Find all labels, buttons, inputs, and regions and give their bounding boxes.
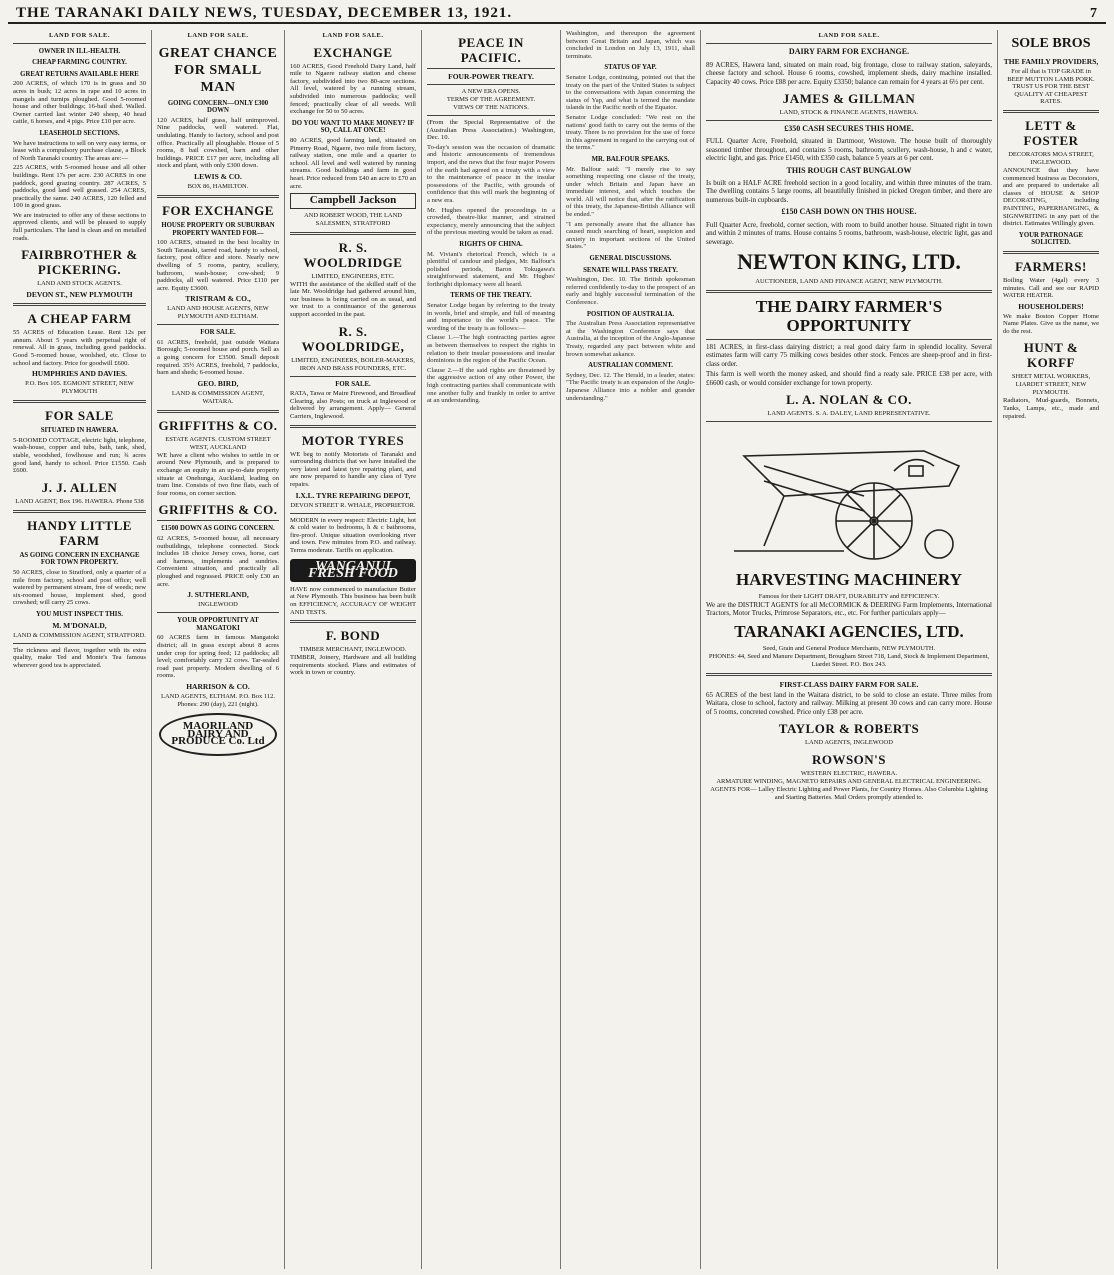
ad-body: AGENTS FOR— Lalley Electric Lighting and Power Plants, for Country Homes. Also Columbia Lighting and Starting Batteries. Mail Orders promptly attended to. bbox=[710, 785, 988, 801]
column-7 bbox=[998, 30, 1104, 1269]
agent-desc: LAND AGENTS, INGLEWOOD bbox=[805, 738, 893, 746]
ad-body: 50 ACRES, close to Stratford, only a quarter of a mile from factory, school and post office; well watered by permanent stream, free of weeds; new six-roomed house, implement shed, good cowshed; will carry 25 cows. bbox=[13, 568, 146, 607]
ad-subtitle: AS GOING CONCERN IN EXCHANGE FOR TOWN PROPERTY. bbox=[19, 551, 140, 567]
ad-title: £150 CASH DOWN ON THIS HOUSE. bbox=[781, 207, 917, 217]
article-text: Senator Lodge, continuing, pointed out that the treaty on the part of the United States is subject to the conversations with Japan concerning the status of Yap, and what is termed the mandate islands in the Pacific north of the Equator. bbox=[566, 73, 695, 112]
ad-title: THE DAIRY FARMER'S OPPORTUNITY bbox=[755, 296, 943, 335]
agent-name: J. J. ALLEN bbox=[41, 479, 118, 495]
agent-contact: PHONES: 44, Seed and Manure Department, Brougham Street 718, Land, Stock & Implement Department, Liardet Street. P.O. Box 243. bbox=[708, 652, 990, 668]
ad-body: 65 ACRES of the best land in the Waitara district, to be sold to close an estate. Three miles from Waitara, close to school, factory and railway. Milking at present 30 cows and can carry more. House of 5 rooms, concreted cowshed. Price only £38 per acre. bbox=[706, 690, 992, 716]
agent-desc: TIMBER MERCHANT, INGLEWOOD. bbox=[299, 646, 407, 654]
article-subhead: TERMS OF THE AGREEMENT. bbox=[446, 96, 536, 103]
agent-name: R. S. WOOLDRIDGE, bbox=[301, 323, 405, 354]
section-heading: LAND FOR SALE. bbox=[49, 32, 110, 39]
column-5 bbox=[561, 30, 701, 1269]
ad-subtitle: SITUATED IN HAWERA. bbox=[40, 427, 119, 435]
ad-subtitle: CHEAP FARMING COUNTRY. bbox=[32, 59, 127, 67]
article-text: Clause 2.—If the said rights are threatened by the aggressive action of any other Power, the high contracting parties shall communicate with one another fully and frankly in order to arrive at an understanding. bbox=[427, 366, 555, 405]
agent-desc: LAND AGENTS. S. A. DALEY, LAND REPRESENTATIVE. bbox=[767, 409, 931, 417]
agent-desc: DECORATORS MOA STREET, INGLEWOOD. bbox=[1008, 150, 1094, 166]
ad-body: Is built on a HALF ACRE freehold section in a good locality, and within three minutes of the tram. The dwelling contains 5 large rooms, all beautifully finished in picked Oregon timber, and there are numerous built-in cupboards. bbox=[706, 179, 992, 204]
column-6 bbox=[701, 30, 998, 1269]
ad-subtitle: GOING CONCERN—ONLY £300 DOWN bbox=[167, 99, 269, 115]
agent-name: J. SUTHERLAND, bbox=[187, 590, 249, 600]
newton-king-logo: NEWTON KING, LTD. bbox=[737, 248, 961, 274]
agent-name: GEO. BIRD, bbox=[197, 378, 239, 388]
ad-title: A CHEAP FARM bbox=[27, 311, 132, 327]
ad-body: We are the DISTRICT AGENTS for all McCORMICK & DEERING Farm Implements, International Tractors, Motor Trucks, Primrose Separators, etc., etc. For further particulars apply— bbox=[706, 600, 992, 618]
agent-name: HUMPHRIES AND DAVIES. bbox=[31, 369, 128, 379]
ad-title: DAIRY FARM FOR EXCHANGE. bbox=[788, 47, 910, 57]
ad-body: Boiling Water (4gal) every 3 minutes. Call and see our RAPID WATER HEATER. bbox=[1003, 276, 1099, 300]
section-heading: LAND FOR SALE. bbox=[187, 32, 249, 39]
ad-title: FIRST-CLASS DAIRY FARM FOR SALE. bbox=[779, 679, 919, 689]
ad-body: 89 ACRES, Hawera land, situated on main road, big frontage, close to railway station, saleyards, cheese factory and school. House 6 rooms, cowshed, implement sheds, dairy machine installed. Capacity 40 cows. Price £88 per acre. Equity £3350; balance can remain for 4 years at 6½ per cent. bbox=[706, 60, 992, 86]
harvester-illustration bbox=[724, 426, 974, 566]
agent-desc: THE FAMILY PROVIDERS, bbox=[1003, 57, 1099, 66]
ad-title: FOR SALE bbox=[45, 408, 114, 424]
article-text: (From the Special Representative of the (Australian Press Association.) Washington, Dec. 10. bbox=[427, 119, 555, 142]
section-heading: LAND FOR SALE. bbox=[818, 32, 880, 39]
agent-desc: ESTATE AGENTS. CUSTOM STREET WEST, AUCKLAND bbox=[165, 435, 271, 451]
ad-title: DO YOU WANT TO MAKE MONEY? IF SO, CALL AT ONCE! bbox=[291, 119, 415, 135]
ad-body: ARMATURE WINDING, MAGNETO REPAIRS AND GENERAL ELECTRICAL ENGINEERING. bbox=[716, 777, 982, 785]
agent-name: FAIRBROTHER & PICKERING. bbox=[21, 247, 138, 278]
ad-body: 225 ACRES, with 5-roomed house and all other buildings. Rent 17s per acre. 230 ACRES in one paddock, good grazing country. 287 ACRES, 5 paddocks, good land well grassed. 254 ACRES, practically the same. 240 ACRES, 120 felled and 100 in good grass. bbox=[13, 164, 146, 210]
ad-body: WITH the assistance of the skilled staff of the late Mr. Wooldridge had gathered around him, our business is being carried on as usual, and we trust to a continuance of the generous support accorded in the past. bbox=[290, 280, 416, 319]
agent-name: LETT & FOSTER bbox=[1023, 117, 1079, 148]
ad-body: ANNOUNCE that they have commenced business as Decorators, and are prepared to undertake all classes of HOUSE & SHOP DECORATING, including PAINTING, PAPERHANGING, & SIGNWRITING in any part of the district. Estimates Willingly given. bbox=[1003, 166, 1099, 228]
ad-title: YOU MUST INSPECT THIS. bbox=[36, 610, 123, 618]
article-subhead: MR. BALFOUR SPEAKS. bbox=[591, 155, 670, 163]
article-text: Washington, and thereupon the agreement between Great Britain and Japan, which was concluded in London on July 13, 1911, shall terminate. bbox=[566, 30, 695, 60]
agent-name: M. M'DONALD, bbox=[52, 620, 107, 630]
article-subhead: TERMS OF THE TREATY. bbox=[450, 292, 532, 300]
ad-body: RATA, Tawa or Maire Firewood, and Broadleaf Clearing, also Posts; on truck at Inglewood or delivered by arrangement. Apply— General Carriers, Inglewood. bbox=[290, 390, 416, 421]
section-heading: LAND FOR SALE. bbox=[322, 32, 384, 39]
ad-body: 181 ACRES, in first-class dairying district; a real good dairy farm in splendid locality. Several estimates farm will carry 75 milking cows besides other stock. Fences are sheep-proof and in first-class order. bbox=[706, 342, 992, 368]
agent-address: INGLEWOOD bbox=[198, 601, 238, 609]
ad-title: OWNER IN ILL-HEALTH. bbox=[38, 47, 121, 55]
ad-title: HANDY LITTLE FARM bbox=[27, 517, 132, 548]
ad-body: We have instructions to sell on very easy terms, or lease with a compulsory purchase clause, a Block of North Taranaki country. The areas are:— bbox=[13, 139, 146, 162]
ad-title: FOR EXCHANGE bbox=[162, 202, 274, 218]
article-subhead: SENATE WILL PASS TREATY. bbox=[583, 266, 678, 274]
article-text: To-day's session was the occasion of dramatic and historic announcements of tremendous import, and the news that the four major Powers of the earth had agreed on a treaty with a view to the maintenance of peace in the insular possessions of the Pacific, with grounds of confidence that this will mark the beginning of a new era. bbox=[427, 143, 555, 204]
article-text: M. Viviani's rhetorical French, which is a plentiful of candour and pledges, Mr. Balfour's polished periods, Baron Tokugawa's straightforward statement, and Mr. Hughes' forthright diplomacy were all heard. bbox=[427, 250, 555, 288]
agent-desc: LIMITED, ENGINEERS, ETC. bbox=[311, 272, 395, 280]
ad-title: FARMERS! bbox=[1015, 258, 1087, 274]
ad-title: HARVESTING MACHINERY bbox=[736, 569, 962, 589]
ad-subtitle: Famous for their LIGHT DRAFT, DURABILITY and EFFICIENCY. bbox=[758, 592, 940, 600]
agent-name: TAYLOR & ROBERTS bbox=[778, 720, 920, 736]
agent-desc: LAND AGENTS, ELTHAM. P.O. Box 112. Phones: 290 (day), 221 (night). bbox=[161, 692, 275, 708]
article-text: Mr. Balfour said: "I merely rise to say something respecting one clause of the treaty, under which Britain and Japan have an immediate interest, and which touches the world. All will notice that, after the ratification of this treaty, the Japanese-British Alliance will be ended." bbox=[566, 165, 695, 219]
ad-title: £350 CASH SECURES THIS HOME. bbox=[784, 124, 914, 134]
ad-body: 160 ACRES, Good Freehold Dairy Land, half mile to Ngaere railway station and cheese factory, subdivided into two 80-acre sections. All level, watered by a running stream, subdivided into numerous paddocks; well fenced; practically clear of all weeds. Will exchange for 50 to 50 acres. bbox=[290, 62, 416, 116]
article-subhead: STATUS OF YAP. bbox=[604, 64, 657, 72]
agent-name: HARRISON & CO. bbox=[186, 681, 250, 691]
agent-desc: AUCTIONEER, LAND AND FINANCE AGENT, NEW PLYMOUTH. bbox=[755, 277, 943, 285]
agent-name: HUNT & KORFF bbox=[1023, 340, 1079, 371]
ad-body: MODERN in every respect: Electric Light, hot & cold water to bedrooms, h & c bathrooms, fire-proof. Unique situation overlooking river and town. Few minutes from P.O. and railway. Terms moderate. Tariffs on application. bbox=[290, 516, 416, 554]
ad-body: Radiators, Mud-guards, Bonnets, Tanks, Lamps, etc., made and repaired. bbox=[1003, 397, 1099, 420]
article-text: Senator Lodge concluded: "We rest on the nations' good faith to carry out the terms of the treaty. There is no provision for the use of force in this agreement in regard to the carrying out of the terms." bbox=[566, 113, 695, 152]
ad-title: EXCHANGE bbox=[313, 44, 393, 60]
ad-body: 62 ACRES, 5-roomed house, all necessary outbuildings, telephone connected. Stock includes 18 choice Jersey cows, horse, cart and harness, implements and sundries. Convenient situation, and practically all ploughed and regrassed. PRICE only £30 an acre. bbox=[157, 535, 279, 588]
agent-name: JAMES & GILLMAN bbox=[782, 91, 916, 107]
page-number: 7 bbox=[1090, 6, 1098, 21]
article-subhead: VIEWS OF THE NATIONS. bbox=[453, 104, 529, 111]
ad-subtitle: HOUSE PROPERTY OR SUBURBAN PROPERTY WANTED FOR— bbox=[161, 221, 275, 237]
column-2 bbox=[152, 30, 285, 1269]
article-text: Sydney, Dec. 12. The Herald, in a leader, states: "The Pacific treaty is an expansion of the Anglo-Japanese Alliance into a nobler and grander understanding." bbox=[566, 371, 695, 402]
ad-body: Full Quarter Acre, freehold, corner section, with room to build another house. Situated right in town and within 2 minutes of trams. House contains 5 rooms, bathroom, wash-house, electric light, gas and sewerage. bbox=[706, 220, 992, 246]
agent-address: BOX 86, HAMILTON. bbox=[187, 182, 249, 190]
article-subhead: A NEW ERA OPENS. bbox=[461, 88, 521, 95]
agent-name: SOLE BROS bbox=[1011, 36, 1091, 51]
agent-desc: LAND, STOCK & FINANCE AGENTS, HAWERA. bbox=[779, 109, 919, 117]
ad-body: 80 ACRES, good farming land, situated on Pimerry Road, Ngaere, two mile from factory, railway station, one mile and a quarter to school. All level and well watered by running streams. Good buildings and farm in good heart. Price reduced from £40 an acre to £70 an acre. bbox=[290, 136, 416, 190]
ad-body: TIMBER, Joinery, Hardware and all building requirements stocked. Plans and estimates of work in town or country. bbox=[290, 654, 416, 677]
article-text: Washington, Dec. 10. The British spokesman referred confidently to-day to the prospect of an early and highly successful termination of the Conference. bbox=[566, 276, 695, 306]
ad-body: For all that is TOP GRADE in BEEF MUTTON LAMB PORK. TRUST US FOR THE BEST QUALITY AT CHEAPEST RATES. bbox=[1007, 68, 1095, 106]
article-headline: PEACE IN PACIFIC. bbox=[458, 35, 524, 65]
agent-name: F. BOND bbox=[325, 628, 381, 644]
agent-desc: LAND AND HOUSE AGENTS, NEW PLYMOUTH AND ELTHAM. bbox=[167, 305, 269, 321]
article-subhead: GENERAL DISCUSSIONS. bbox=[589, 255, 672, 263]
ad-title: MOTOR TYRES bbox=[301, 432, 405, 448]
ad-body: 120 ACRES, half grass, half unimproved. Nine paddocks, well watered. Flat, undulating. Handy to factory, school and post office. Practically all ploughable. House of 5 rooms, 8 bail cowshed, barn and other buildings. PRICE £17 per acre, including all stock and plant, with only £300 down. bbox=[157, 116, 279, 170]
ad-body: 5-ROOMED COTTAGE, electric light, telephone, wash-house, copper and tubs, bath, tank, shed, stable, woodshed, fowlhouse and run; ¾ acres good land, handy to school. Price £1550. Cash £600. bbox=[13, 436, 146, 475]
agent-desc: LAND & COMMISSION AGENT, WAITARA. bbox=[171, 389, 265, 405]
ad-title: GREAT CHANCE FOR SMALL MAN bbox=[158, 45, 278, 95]
ad-subtitle: GREAT RETURNS AVAILABLE HERE bbox=[20, 70, 139, 78]
article-text: "I am personally aware that the alliance has caused much searching of heart, suspicion and anxiety in important sections of the United States." bbox=[566, 220, 695, 251]
ad-body: 200 ACRES, of which 170 is in grass and 30 acres in bush; 12 acres in rape and 10 acres in mangels and turnips ploughed. Good 5-roomed house and other buildings; 16-bail shed. Walled. Owner carried last winter 240 sheep, 40 head cattle, 6 horses, and 4 pigs. Price £10 per acre. bbox=[13, 80, 146, 126]
agent-name: L. A. NOLAN & CO. bbox=[786, 391, 912, 407]
agent-name: TRISTRAM & CO., bbox=[185, 294, 251, 304]
agent-address: DEVON STREET R. WHALE, PROPRIETOR. bbox=[290, 501, 416, 509]
masthead bbox=[8, 0, 1106, 24]
agent-name: LEWIS & CO. bbox=[194, 171, 242, 181]
agent-address: LAND AGENT, Box 196. HAWERA. Phone 538 bbox=[15, 497, 144, 505]
ad-body: This farm is well worth the money asked, and should find a ready sale. PRICE £38 per acre, with £6600 cash, or would consider exchange for town property. bbox=[706, 370, 992, 387]
ad-body: WE beg to notify Motorists of Taranaki and surrounding districts that we have installed the very latest and latest tyre repairing plant, and are now prepared to handle any class of Tyre repairs. bbox=[290, 450, 416, 488]
ad-body: We are instructed to offer any of these sections to approved clients, and will be pleased to supply full particulars. The land is clean and on metalled roads. bbox=[13, 211, 146, 242]
article-text: Senator Lodge began by referring to the treaty in words, brief and simple, and full of meaning and importance to the world's peace. The wording of the treaty is as follows:— bbox=[427, 302, 555, 332]
dairy-logo: MAORILAND DAIRY AND PRODUCE Co. Ltd bbox=[159, 713, 277, 756]
agent-name: TARANAKI AGENCIES, LTD. bbox=[734, 621, 964, 641]
agent-desc: Seed, Grain and General Produce Merchants, NEW PLYMOUTH. bbox=[762, 644, 936, 652]
agent-name: GRIFFITHS & CO. bbox=[158, 417, 278, 433]
ad-title: LEASEHOLD SECTIONS. bbox=[39, 129, 120, 137]
agent-desc: LIMITED, ENGINEERS, BOILER-MAKERS, IRON AND BRASS FOUNDERS, ETC. bbox=[291, 356, 415, 372]
wanganui-logo: WANGANUI FRESH FOOD bbox=[290, 559, 416, 582]
article-text: The Australian Press Association representative at the Washington Conference says that Australia, at the inception of the Anglo-Japanese Treaty, regarded any pact between white and brown somewhat askance. bbox=[566, 320, 695, 358]
ad-body: FULL Quarter Acre, Freehold, situated in Dartmoor, Westown. The house built of thoroughly seasoned timber throughout, and contains 5 rooms, bathroom, scullery, wash-house, h and c water, electric light, and gas. Price £1450, with £350 cash, balance 5 years at 6 per cent. bbox=[706, 137, 992, 163]
article-subhead: FOUR-POWER TREATY. bbox=[448, 72, 534, 81]
ad-body: 61 ACRES, freehold, just outside Waitara Borough; 5-roomed house and porch. Sell as a going concern for £3500. Small deposit required. 35½ ACRES, freehold, 7 paddocks, barn and sheds; 6-roomed house. bbox=[157, 338, 279, 377]
ad-title: THIS ROUGH CAST BUNGALOW bbox=[786, 165, 912, 175]
masthead-title: THE TARANAKI DAILY NEWS, TUESDAY, DECEMBER 13, 1921. bbox=[16, 5, 513, 21]
column-3 bbox=[285, 30, 422, 1269]
agent-desc: LAND & COMMISSION AGENT, STRATFORD. bbox=[13, 631, 146, 639]
agent-name: ROWSON'S bbox=[811, 751, 887, 767]
column-1 bbox=[8, 30, 152, 1269]
agent-desc: AND ROBERT WOOD, THE LAND SALESMEN, STRATFORD bbox=[303, 211, 402, 227]
ad-body: We make Boston Copper Home Name Plates. Give us the name, we do the rest. bbox=[1003, 312, 1099, 335]
agent-address: P.O. Box 105. EGMONT STREET, NEW PLYMOUTH bbox=[25, 380, 134, 396]
ad-title: £1500 DOWN AS GOING CONCERN. bbox=[161, 525, 275, 533]
article-subhead: POSITION OF AUSTRALIA. bbox=[586, 310, 675, 318]
ad-body: 100 ACRES, situated in the best locality in South Taranaki, tarred road, handy to school, factory, post office and store. Nearly new dwelling of 5 rooms, pantry, scullery, bathroom, wash-house; cow-shed; 9 paddocks, all well watered. Price £110 per acre. Equity £3600. bbox=[157, 239, 279, 292]
agent-desc: LAND AND STOCK AGENTS. bbox=[37, 280, 122, 288]
ad-title: FOR SALE. bbox=[200, 329, 236, 337]
agent-name: R. S. WOOLDRIDGE bbox=[303, 239, 403, 270]
agent-name: I.X.L. TYRE REPAIRING DEPOT, bbox=[295, 490, 411, 500]
ad-body: 55 ACRES of Education Lease. Rent 12s per annum. About 5 years with perpetual right of renewal. All in grass, including good paddocks. Good 5-roomed house, woolshed, etc. Close to school and factory. Price for goodwill £600. bbox=[13, 329, 146, 367]
ad-body: HAVE now commenced to manufacture Butter at New Plymouth. This business has been built on EFFICIENCY, ACCURACY OF WEIGHT AND TESTS. bbox=[290, 585, 416, 616]
ad-title: YOUR OPPORTUNITY AT MANGATOKI bbox=[177, 617, 259, 632]
agent-logo: Campbell Jackson bbox=[290, 193, 416, 209]
agent-name: GRIFFITHS & CO. bbox=[158, 502, 278, 518]
ad-title: YOUR PATRONAGE SOLICITED. bbox=[1018, 231, 1084, 247]
article-subhead: AUSTRALIAN COMMENT. bbox=[588, 362, 673, 370]
article-subhead: RIGHTS OF CHINA. bbox=[459, 240, 523, 248]
ad-title: FOR SALE. bbox=[335, 380, 371, 388]
ad-body: The rickness and flavor, together with its extra quality, make Ted and Monte's Tea famous wherever good tea is appreciated. bbox=[13, 646, 146, 669]
agent-address: DEVON ST., NEW PLYMOUTH bbox=[26, 290, 133, 300]
agent-desc: WESTERN ELECTRIC, HAWERA. bbox=[800, 769, 898, 777]
ad-title: HOUSEHOLDERS! bbox=[1018, 301, 1084, 311]
article-text: Mr. Hughes opened the proceedings in a crowded, theatre-like manner, and strained expectancy, merely announcing that the subject of the previous meeting would be taken as read. bbox=[427, 206, 555, 237]
ad-body: 60 ACRES farm in famous Mangatoki district; all in grass except about 8 acres under crop for spring feed; 12 paddocks; all level; comfortably carry 32 cows. Tar-sealed road past property. Modern dwelling of 6 rooms. bbox=[157, 634, 279, 680]
agent-desc: SHEET METAL WORKERS, LIARDET STREET, NEW PLYMOUTH. bbox=[1011, 373, 1091, 397]
column-4 bbox=[422, 30, 561, 1269]
ad-body: WE have a client who wishes to settle in or around New Plymouth, and is prepared to exchange an equity in an up-to-date property situate at Onehunga, Auckland, leading on tram line. Consists of two fine flats, each of four rooms, on corner section. bbox=[157, 451, 279, 497]
article-text: Clause 1.—The high contracting parties agree as between themselves to respect the rights in relation to their insular possessions and insular dominions in the region of the Pacific Ocean. bbox=[427, 334, 555, 365]
